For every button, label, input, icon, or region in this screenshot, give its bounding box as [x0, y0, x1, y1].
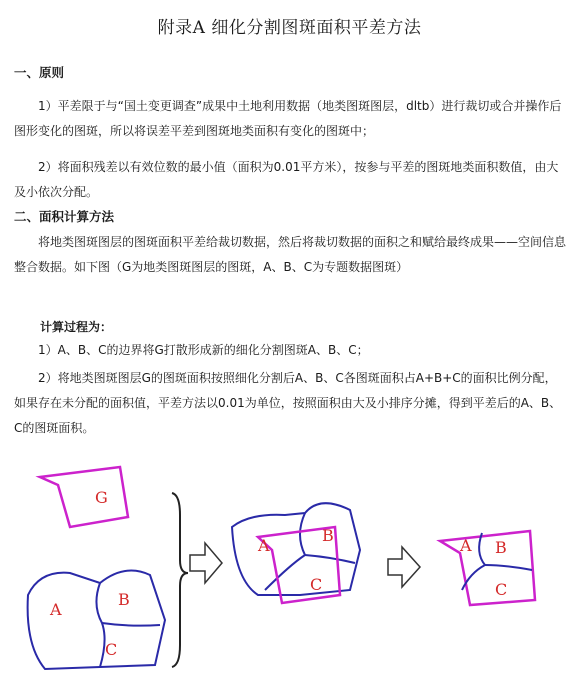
arrow-right-icon-2 [388, 547, 420, 587]
divider-middle-2 [305, 555, 355, 563]
split-diagram [0, 455, 579, 679]
section1-heading: 一、原则 [14, 65, 65, 80]
polygon-g [40, 467, 128, 527]
label-a-result: A [460, 536, 472, 555]
label-c-left: C [105, 640, 118, 659]
label-b-left: B [118, 590, 130, 609]
page-title: 附录A 细化分割图斑面积平差方法 [157, 18, 422, 38]
section2-heading: 二、面积计算方法 [14, 209, 115, 224]
label-b-middle: B [322, 526, 334, 545]
arrow-right-icon [190, 543, 222, 583]
divider-c-left [102, 623, 160, 626]
patches-abc-middle [232, 503, 360, 595]
section1-paragraph-1: 1）平差限于与“国土变更调查”成果中土地利用数据（地类图斑图层，dltb）进行裁切或合并操作后图形变化的图斑，所以将误差平差到图斑地类面积有变化的图斑中； [14, 99, 562, 138]
section2-intro: 将地类图斑图层的图斑面积平差给裁切数据，然后将裁切数据的面积之和赋给最终成果——空间信息整合数据。如下图（G为地类图斑图层的图斑，A、B、C为专题数据图斑） [14, 235, 567, 274]
label-c-result: C [495, 580, 508, 599]
bracket [172, 493, 188, 667]
divider-middle [265, 513, 305, 590]
patches-abc-left [28, 571, 165, 670]
divider-result-2 [485, 565, 532, 570]
label-g: G [95, 488, 108, 507]
label-a-middle: A [258, 536, 270, 555]
divider-a-b-left [96, 583, 104, 667]
calc-step-2: 2）将地类图斑图层G的图斑面积按照细化分割后A、B、C各图斑面积占A+B+C的面积比例分配，如果存在未分配的面积值，平差方法以0.01为单位，按照面积由大及小排序分摊，得到平差后的A、B、C的图斑面积。 [14, 371, 562, 435]
label-a-left: A [50, 600, 62, 619]
label-c-middle: C [310, 575, 323, 594]
label-b-result: B [495, 538, 507, 557]
section1-paragraph-2: 2）将面积残差以有效位数的最小值（面积为0.01平方米），按参与平差的图斑地类面积数值，由大及小依次分配。 [14, 160, 559, 199]
calc-heading: 计算过程为： [40, 320, 113, 334]
calc-step-1: 1）A、B、C的边界将G打散形成新的细化分割图斑A、B、C； [38, 343, 369, 357]
